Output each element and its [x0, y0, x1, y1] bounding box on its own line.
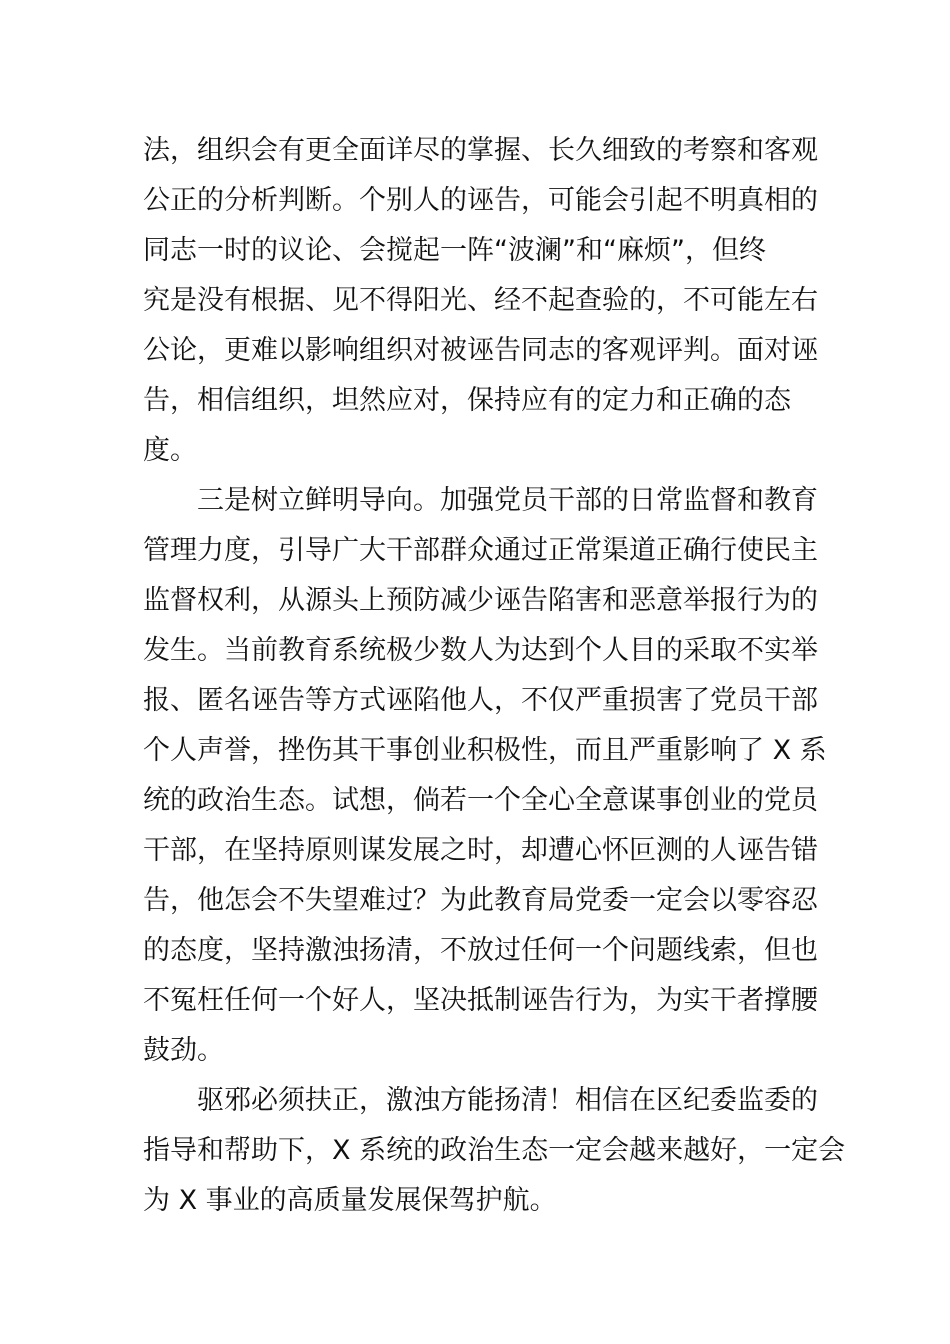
text-line: 鼓劲。 [143, 1035, 224, 1066]
text-line: 究是没有根据、见不得阳光、经不起查验的，不可能左右 [143, 285, 818, 316]
text-line: 报、匿名诬告等方式诬陷他人，不仅严重损害了党员干部 [143, 685, 818, 716]
text-line: 告，相信组织，坦然应对，保持应有的定力和正确的态 [143, 385, 791, 416]
text-line: 为 X 事业的高质量发展保驾护航。 [143, 1185, 557, 1216]
text-line: 驱邪必须扶正，激浊方能扬清！相信在区纪委监委的 [197, 1085, 818, 1116]
text-line: 公论，更难以影响组织对被诬告同志的客观评判。面对诬 [143, 335, 818, 366]
text-line: 统的政治生态。试想，倘若一个全心全意谋事创业的党员 [143, 785, 818, 816]
text-line: 同志一时的议论、会搅起一阵“波澜”和“麻烦”，但终 [143, 235, 766, 266]
paragraph-guidance [143, 476, 827, 1076]
text-line: 法，组织会有更全面详尽的掌握、长久细致的考察和客观 [143, 135, 818, 166]
text-line: 公正的分析判断。个别人的诬告，可能会引起不明真相的 [143, 185, 818, 216]
document-body [143, 126, 846, 1226]
text-line: 个人声誉，挫伤其干事创业积极性，而且严重影响了 X 系 [143, 735, 827, 766]
text-line: 干部，在坚持原则谋发展之时，却遭心怀叵测的人诬告错 [143, 835, 818, 866]
paragraph-conclusion [143, 1076, 846, 1226]
text-line: 监督权利，从源头上预防减少诬告陷害和恶意举报行为的 [143, 585, 818, 616]
paragraph-continuation [143, 126, 818, 476]
text-line: 告，他怎会不失望难过？为此教育局党委一定会以零容忍 [143, 885, 818, 916]
text-line: 管理力度，引导广大干部群众通过正常渠道正确行使民主 [143, 535, 818, 566]
text-line: 度。 [143, 435, 197, 466]
text-line: 的态度，坚持激浊扬清，不放过任何一个问题线索，但也 [143, 935, 818, 966]
text-line: 三是树立鲜明导向。加强党员干部的日常监督和教育 [197, 485, 818, 516]
text-line: 不冤枉任何一个好人，坚决抵制诬告行为，为实干者撑腰 [143, 985, 818, 1016]
text-line: 发生。当前教育系统极少数人为达到个人目的采取不实举 [143, 635, 818, 666]
text-line: 指导和帮助下，X 系统的政治生态一定会越来越好，一定会 [143, 1135, 846, 1166]
